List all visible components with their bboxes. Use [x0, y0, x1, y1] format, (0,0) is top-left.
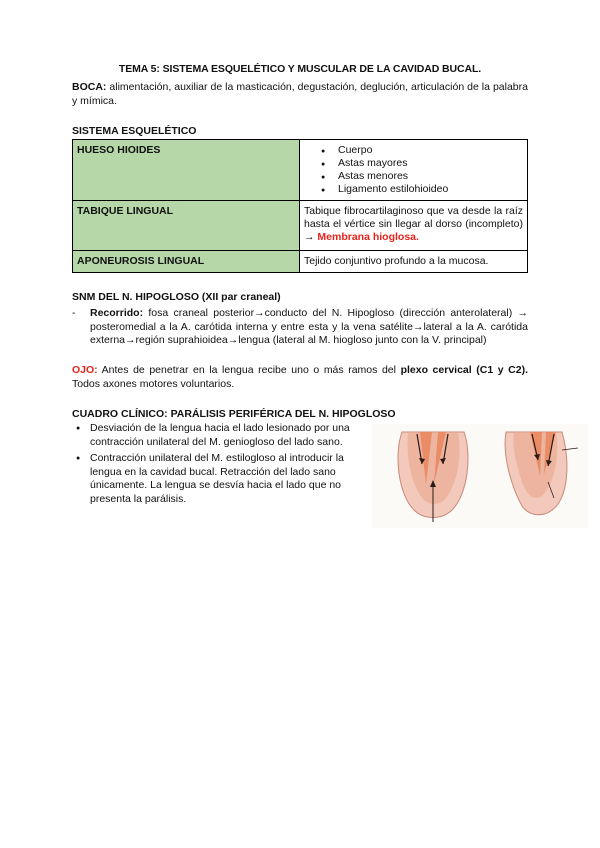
table-row [73, 251, 528, 273]
row-content-hioides [300, 140, 528, 201]
skeletal-table [72, 139, 528, 273]
document-title: TEMA 5: SISTEMA ESQUELÉTICO Y MUSCULAR DE LA CAVIDAD BUCAL. [118, 63, 482, 75]
list-item: ● Ligamento estilohioideo [338, 183, 523, 196]
clinical-item-text: Contracción unilateral del M. estilogloso al introducir la lengua en la cavidad bucal. Retracción del lado sano únicamente. La lengua se desvía hacia el lado que no presenta la parálisis. [90, 452, 344, 505]
clinical-item-text: Desviación de la lengua hacia el lado lesionado por una contracción unilateral del M. geniogloso del lado sano. [90, 422, 350, 448]
dash-marker: - [72, 307, 76, 319]
row-label-aponeurosis: APONEUROSIS LINGUAL [73, 251, 300, 273]
boca-paragraph [72, 81, 528, 108]
recorrido-item [72, 307, 528, 348]
recorrido-text: fosa craneal posterior→conducto del N. Hipogloso (dirección anterolateral) → posteromedial a la A. carótida interna y entre esta y la vena satélite→lateral a la A. carótida externa→región suprahioidea→lengua (lateral al M. hiogloso junto con la V. principal) [90, 307, 528, 346]
nerve-heading: SNM DEL N. HIPOGLOSO (XII par craneal) [72, 291, 281, 303]
bullet-icon: ● [76, 425, 81, 432]
plexo-bold: plexo cervical (C1 y C2). [400, 364, 528, 376]
table-row [73, 201, 528, 251]
ojo-text: Antes de penetrar en la lengua recibe uno o más ramos del [97, 364, 401, 376]
bullet-icon: ● [76, 455, 81, 462]
tongue-paralysis-illustration [372, 424, 588, 528]
table-row [73, 140, 528, 201]
row-content-tabique [300, 201, 528, 251]
list-item: ● Astas menores [338, 170, 523, 183]
tabique-text: Tabique fibrocartilaginoso que va desde la raíz hasta el vértice sin llegar al dorso (incompleto) → [304, 205, 523, 243]
hioides-list [304, 144, 523, 196]
clinical-list [72, 422, 368, 509]
row-label-hioides: HUESO HIOIDES [73, 140, 300, 201]
list-item [72, 422, 368, 449]
boca-label: BOCA: [72, 81, 107, 93]
row-content-aponeurosis: Tejido conjuntivo profundo a la mucosa. [300, 251, 528, 273]
list-item: ● Astas mayores [338, 157, 523, 170]
recorrido-label: Recorrido: [90, 307, 144, 319]
skeletal-heading: SISTEMA ESQUELÉTICO [72, 125, 197, 137]
row-label-tabique: TABIQUE LINGUAL [73, 201, 300, 251]
ojo-text-2: Todos axones motores voluntarios. [72, 377, 235, 390]
list-item: ● Cuerpo [338, 144, 523, 157]
ojo-paragraph [72, 364, 528, 391]
boca-text: alimentación, auxiliar de la masticación, degustación, deglución, articulación de la palabra y mímica. [72, 81, 528, 107]
list-item [72, 452, 368, 506]
membrana-highlight: Membrana hioglosa. [317, 231, 419, 243]
clinical-heading: CUADRO CLÍNICO: PARÁLISIS PERIFÉRICA DEL N. HIPOGLOSO [72, 408, 396, 420]
ojo-label: OJO: [72, 364, 98, 376]
